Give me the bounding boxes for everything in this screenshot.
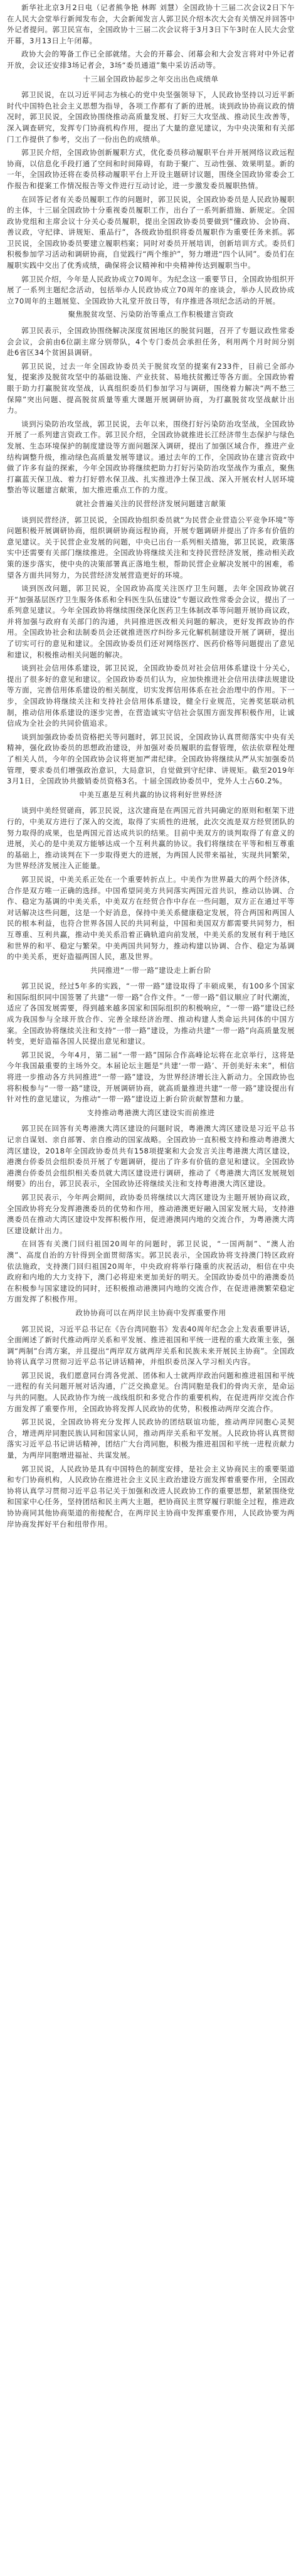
article-paragraph: 在回答记者有关委员履职工作的问题时，郭卫民说，全国政协委员是人民政协履职的主体，十三届全国政协十分重视委员履职工作，出台了一系列新措施、新规定。全国政协党组和主席会议十分关心委员履职，提出全国政协委员要做到“懂政协、会协商、善议政，守纪律、讲规矩、重品行”，各级政协组织将委员履职作为重要任务来抓。郭卫民说，全国政协委员要建立履职档案；同时对委员开展培训，创新培训方式。委员们积极参加学习活动和调研协商，自觉践行“两个维护”，努力增进“四个认同”。委员们在履职实践中交出了优秀成绩，确保将会议精神和中央精神传达到履职当中。 [7,194,295,270]
article-paragraph: 郭卫民说，人民政协是具有中国特色的制度安排，是社会主义协商民主的重要渠道和专门协商机构，人民政协在推进社会主义民主政治建设方面发挥着重要作用，全国政协将认真学习贯彻习近平总书记关于加强和改进人民政协工作的重要思想，紧紧围绕党和国家中心任务，坚持团结和民主两大主题，把协商民主贯穿履行职能全过程，推进政协协商同其他协商渠道的衔接配合，在两岸民主协商中发挥重要作用，人民政协要为两岸协商发挥好平台和纽带作用。 [7,1464,295,1529]
article-paragraph: 郭卫民说，在以习近平同志为核心的党中央坚强领导下，人民政协坚持以习近平新时代中国特色社会主义思想为指导，各项工作都有了新的进展。谈到政协协商议政的情况时，郭卫民说，全国政协围绕推动高质量发展、打好三大攻坚战、推动民生改善等，深入调查研究，发挥专门协商机构作用，提出了大量的意见建议，为中央决策和有关部门工作提供了参考，交出了一份出色的成绩单。 [7,90,295,144]
article-paragraph: 郭卫民说，经过5年多的实践，“一带一路”建设取得了丰硕成果，有100多个国家和国际组织同中国签署了共建“一带一路”合作文件。“一带一路”倡议顺应了时代潮流，适应了各国发展需要，得到越来越多国家和国际组织的积极响应，“一带一路”建设已经成为我国参与全球开放合作、完善全球经济治理、推动构建人类命运共同体的中国方案。全国政协将继续关注和支持“一带一路”建设，为推动共建“一带一路”向高质量发展转变，更好造福各国人民提出意见和建议。 [7,982,295,1046]
article-paragraph: 谈到加强政协委员资格把关等问题时，郭卫民说，全国政协认真贯彻落实中央有关精神，强化政协委员的思想政治建设，并加强对委员履职的监督管理，依法依章程处理了相关人员，今年的全国政协会议将更加严肃纪律。全国政协将继续从严从实加强委员管理，要求委员们增强政治意识，大局意识，自觉做到守纪律、讲规矩。截至2019年3月1日，全国政协共撤销委员资格3名。十届全国政协委员中，党外人士占60.2%。 [7,732,295,786]
article-paragraph: 郭卫民在回答有关粤港澳大湾区建设的问题时说，粤港澳大湾区建设是习近平总书记亲自谋划、亲自部署、亲自推动的国家战略。全国政协一直积极支持和推动粤港澳大湾区建设，2018年全国政协委员共有158项提案和大会发言关注粤港澳大湾区建设，港澳台侨委员会组织委员开展了专题调研，提出了许多有价值的意见和建议。全国政协港澳台侨委员会组织相关委员就大湾区建设进行调研，推动了《粤港澳大湾区发展规划纲要》的出台，郭卫民表示，全国政协还将继续关注和支持粤港澳大湾区建设。 [7,1124,295,1189]
section-heading: 共同推进“一带一路”建设走上新台阶 [90,965,211,975]
article-paragraph: 政协大会的筹备工作已全部就绪。大会的开幕会、闭幕会和大会发言将对中外记者开放，会议还安排3场记者会，3场“委员通道”集中采访活动等。 [7,50,295,70]
article-paragraph: 郭卫民说，习近平总书记在《告台湾同胞书》发表40周年纪念会上发表重要讲话，全面阐述了新时代推动两岸关系和平发展、推进祖国和平统一进程的重大政策主张，强调“两制”台湾方案，并且提出“两岸双方就两岸关系和民族未来开展民主协商”。全国政协将认真学习贯彻习近平总书记讲话精神，并组织委员深入学习相关内容。 [7,1324,295,1367]
section-heading: 十三届全国政协起步之年交出出色成绩单 [83,74,219,83]
article-paragraph: 新华社北京3月2日电（记者熊争艳 林晖 刘慧）全国政协十三届二次会议2日下午在人民大会堂举行新闻发布会，大会新闻发言人郭卫民介绍本次大会有关情况并回答中外记者提问。郭卫民宣布，全国政协十三届二次会议将于3月3日下午3时在人民大会堂开幕，3月13日上午闭幕。 [7,3,295,45]
article-paragraph: 郭卫民说，中美关系正处在一个重要转折点上。中美作为世界最大的两个经济体，合作是双方唯一正确的选择。中国希望同美方共同落实两国元首共识，推动以协调、合作、稳定为基调的中美关系，中美双方在经贸合作中存在一些问题，双方正在通过平等对话解决这些问题，这是一个好消息，保持中美关系健康稳定发展，符合两国和两国人民的根本利益，也符合世界各国人民的共同利益，中国和美国双方都需要共同努力，相互尊重、互利共赢，推动中美关系沿着正确轨道向前发展，中美关系的发展有利于地区和世界的和平、稳定与繁荣。中美两国共同努力，推动构建以协调、合作、稳定为基调的中美关系，更好造福两国人民，惠及世界。 [7,874,295,962]
article-paragraph: 谈到中美经贸磋商，郭卫民说，这次建商是在两国元首共同确定的原则和框架下进行的，中美双方进行了深入的交流，取得了实质性的进展，此次交流是双方经贸团队的努力取得的成果，也是两国元首达成共识的结果。目前中美双方的谈判取得了有意义的进展，关心的是中美双方能够达成一个互利共赢的协议。我们将继续在平等和相互尊重的基础上，推动谈判在下一步取得更大的进展，为两国人民带来福祉，实现共同繁荣，为世界经济发展注入正能量。 [7,806,295,871]
section-heading: 就社会普遍关注的民营经济发展问题建言献策 [75,499,226,508]
article-paragraph: 郭卫民说，全国政协将充分发挥人民政协的团结联谊功能，推动两岸同胞心灵契合，增进两岸同胞民族认同和国家认同，推动两岸关系和平发展。人民政协将认真贯彻落实习近平总书记讲话精神，团结广大台湾同胞，积极为推进祖国和平统一进程贡献力量，为两岸同胞增进福祉、共谋发展。 [7,1418,295,1460]
article-paragraph: 郭卫民说，今年4月，第二届“一带一路”国际合作高峰论坛将在北京举行，这将是今年我国最重要的主场外交。本届论坛主题是“共建‘一带一路’、开创美好未来”，相信将进一步推动各方共同推进“一带一路”建设，为世界经济增长注入新动力。全国政协也将积极参与“一带一路”建设，开展调研协商，就高质量推进共建“一带一路”建设提出有针对性的意见建议，为推动“一带一路”建设迈上新台阶贡献智慧和力量。 [7,1050,295,1104]
article-paragraph: 谈到污染防治攻坚战，郭卫民说，去年以来，围绕打好污染防治攻坚战，全国政协开展了一系列建言资政工作。郭卫民介绍，全国政协就推进长江经济带生态保护与绿色发展、生态环境保护的制度建设等方面问题深入调研，提出了加强区域合作，推进产业结构调整升级，推动绿色高质量发展等建议。通过去年的工作，全国政协在建言资政中做了许多有益的探索，今年全国政协将继续把助力打好污染防治攻坚战作为重点，聚焦打赢蓝天保卫战、着力打好碧水保卫战、扎实推进净土保卫战、深入开展农村人居环境整治等议题建言献策，加大推进重点工作的力度。 [7,419,295,495]
article-paragraph: 郭卫民表示，全国政协围绕解决深度贫困地区的脱贫问题，召开了专题议政性常委会会议，会前由6位副主席分别带队，4个专门委员会承担任务，利用两个月时间分别赴6省区34个贫困县调研。 [7,326,295,358]
article-paragraph: 郭卫民表示，今年两会期间，政协委员将继续以大湾区建设为主题开展协商议政，全国政协将充分发挥港澳委员的优势和作用，推动港澳更好融入国家发展大局，支持港澳委员在推动大湾区建设中发挥积极作用，促进港澳同内地的交流合作，为粤港澳大湾区建设献计出力。 [7,1192,295,1235]
article-paragraph: 郭卫民介绍，全国政协创新履职方式，优化委员移动履职平台并开展网络议政远程协商，以信息化手段打通了空间和时间障碍，有助于聚广、互动性强、效果明显。新的一年，全国政协还将在委员移动履职平台上开设主题研讨议题，围绕全国政协常委会工作报告和提案工作情况报告等文件进行互动讨论，进一步激发委员履职热情。 [7,148,295,190]
section-heading: 政协协商可以在两岸民主协商中发挥重要作用 [75,1308,226,1317]
article-paragraph: 在回答有关澳门回归祖国20周年的问题时，郭卫民说，“一国两制”、“澳人治澳”、高度自治的方针得到全面贯彻落实。郭卫民表示，全国政协将支持澳门特区政府依法施政，支持澳门回归祖国20周年，中央政府将举行隆重的庆祝活动，相信在中央政府和内地的大力支持下，澳门必将迎来更加美好的明天。全国政协委员中的港澳委员在积极参与国家建设的同时，还积极推动港澳同内地的交流合作，在促进港澳繁荣稳定方面发挥了积极作用。 [7,1239,295,1304]
section-heading: 中美互惠是互利共赢的协议将利好世界经济 [79,790,223,799]
article-paragraph: 谈到民营经济，郭卫民说，全国政协组织委员就“为民营企业营造公平竞争环境”等问题积极开展调研协商，组织调研协商远程协商，开展专题调研并提出了许多有价值的意见建议。关于民营企业发展的问题，中央已出台一系列相关措施，郭卫民说，政策落实中还需要有关部门继续推进。全国政协将继续关注和支持民营经济发展，推动相关政策的逐步落实，使中央的决策部署真正落地生根，帮助民营企业解决发展中的困难，希望各方面共同努力，为民营经济发展营造更好的环境。 [7,515,295,580]
article-paragraph: 郭卫民介绍，今年是人民政协成立70周年。为纪念这一重要节日，全国政协组织开展了一系列主题纪念活动，包括举办人民政协成立70周年的座谈会，举办人民政协成立70周年的主题展览、全国政协大礼堂开放日等，有序推进各项纪念活动的开展。 [7,274,295,305]
section-heading: 聚焦脱贫攻坚、污染防治等重点工作积极建言资政 [68,310,234,319]
article-paragraph: 谈到医改问题，郭卫民说，全国政协高度关注医疗卫生问题，去年全国政协就召开“加强基层医疗卫生服务体系和全科医生队伍建设”专题议政性常委会会议，提出了一系列意见建议。今年全国政协将继续围绕深化医药卫生体制改革等问题开展协商议政，并将加强与政府有关部门的沟通，共同推进医改相关问题的解决，更好发挥政协的作用。全国政协社会和法制委员会还就推进医疗纠纷多元化解机制建设开展了调研，提出了切实可行的意见和建议。全国政协委员们还对网络医疗、医药价格等问题提出了意见和建议，积极推动相关问题的解决。 [7,584,295,659]
article-paragraph: 谈到社会信用体系建设，郭卫民说，全国政协委员对社会信用体系建设十分关心，提出了很多好的意见和建议。全国政协委员们认为，应加快推进社会信用法律法规建设等方面，完善信用体系建设的相关制度，切实发挥信用体系在社会治理中的作用。下一步，全国政协将继续关注和支持社会信用体系建设，健全行业规范，完善奖惩联动机制，推动信用体系建设的逐步完善，在营造诚实守信社会氛围方面发挥积极作用，让诚信成为全社会的共同价值追求。 [7,664,295,728]
section-heading: 支持推动粤港澳大湾区建设实而前推进 [87,1108,215,1117]
article-paragraph: 郭卫民说，我们愿意同台湾各党派、团体和人士就两岸政治问题和推进祖国和平统一进程的有关问题开展对话沟通，广泛交换意见。台湾同胞是我们的骨肉天亲，是命运与共的同胞。人民政协作为统一战线组织和多党合作的重要机构，在促进两岸交流合作方面发挥了重要作用，全国政协将发挥人民政协的优势，积极推动两岸交流合作。 [7,1370,295,1413]
article-paragraph: 郭卫民说，过去一年全国政协委员关于脱贫攻坚的提案有233件，目前已全部办复，提案涉及脱贫攻坚中的基础设施、产业扶贫、易地扶贫搬迁等各方面。全国政协着眼于助力打赢脱贫攻坚战，认真组织委员们参加学习与调研，围绕着力解决“两不愁三保障”突出问题、提高脱贫质量等重大课题开展调研协商，为打赢脱贫攻坚战献计出力。 [7,361,295,415]
